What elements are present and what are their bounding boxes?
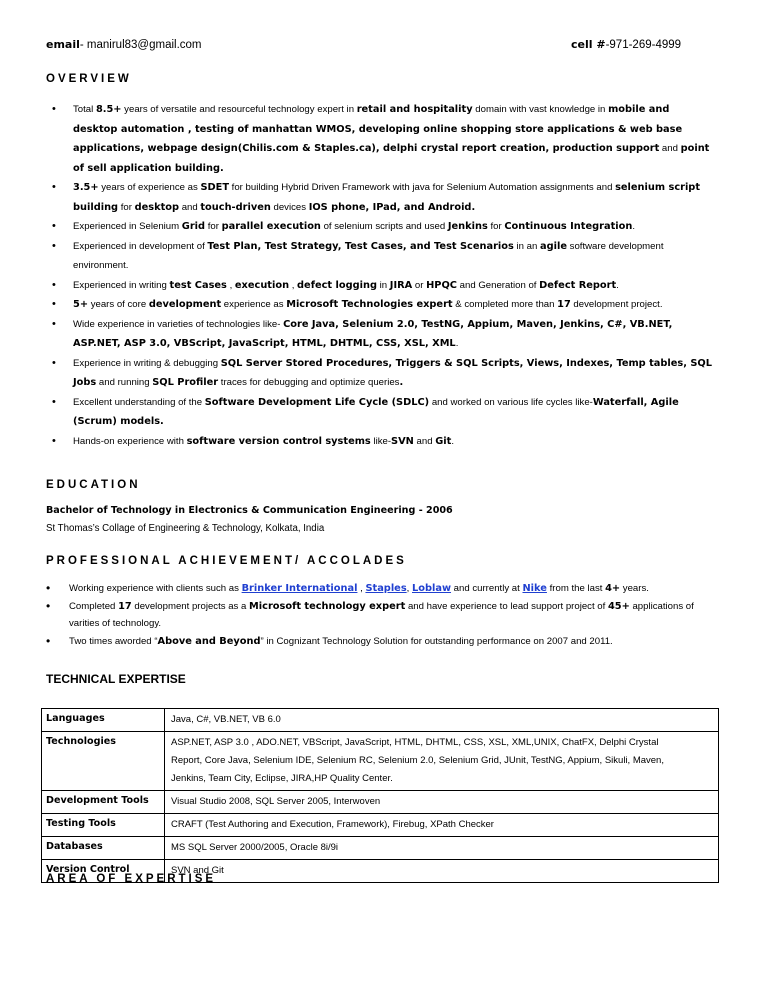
text-run: Experienced in Selenium bbox=[73, 221, 182, 232]
row-value bbox=[165, 791, 719, 814]
achievement-item bbox=[46, 598, 716, 633]
email-label: email bbox=[46, 38, 80, 51]
row-value-line: SVN and Git bbox=[171, 865, 224, 876]
bold-text: mobile and desktop automation , testing of manhattan WMOS, developing online shopping store applications & web base applications, webpage design(Chilis.com & Staples.ca), delphi crystal report creation, production support bbox=[73, 104, 683, 154]
row-label: Development Tools bbox=[42, 791, 165, 814]
bold-text: Software Development Life Cycle (SDLC) bbox=[204, 396, 430, 408]
text-run: Two times aworded “ bbox=[69, 635, 158, 647]
achievement-item bbox=[46, 580, 716, 598]
bold-text: selenium script building bbox=[73, 182, 701, 213]
bold-text: development bbox=[148, 299, 222, 310]
table-row bbox=[42, 837, 719, 860]
text-run: in bbox=[376, 279, 390, 291]
bold-text: Test Plan, Test Strategy, Test Cases, and Test Scenarios bbox=[207, 240, 514, 252]
text-run: Experienced in development of bbox=[73, 240, 208, 252]
text-run: domain with vast knowledge in bbox=[472, 104, 609, 115]
text-run: devices bbox=[270, 201, 309, 213]
client-link[interactable]: Loblaw bbox=[412, 583, 452, 594]
table-row bbox=[42, 709, 719, 732]
bold-text: IOS phone, IPad, and Android. bbox=[308, 201, 476, 213]
text-run: . bbox=[455, 338, 459, 349]
bold-text: SVN bbox=[391, 435, 414, 447]
text-run: Total bbox=[73, 104, 96, 115]
bold-text: Waterfall, Agile (Scrum) models. bbox=[73, 396, 679, 427]
text-run: software development environment. bbox=[73, 240, 664, 271]
row-value bbox=[165, 732, 719, 791]
overview-list bbox=[46, 100, 716, 451]
text-run: Hands-on experience with bbox=[73, 435, 187, 447]
text-run: for bbox=[118, 201, 135, 213]
row-value-line: Jenkins, Team City, Eclipse, JIRA,HP Quality Center. bbox=[171, 773, 393, 784]
text-run: Experience in writing & debugging bbox=[73, 357, 221, 369]
bold-text: retail and hospitality bbox=[356, 104, 473, 115]
bold-text: agile bbox=[539, 240, 567, 252]
text-run: and Generation of bbox=[457, 279, 540, 291]
overview-heading: OVERVIEW bbox=[46, 73, 132, 85]
text-run: years. bbox=[620, 583, 649, 594]
bold-text: point of sell application building. bbox=[73, 143, 710, 174]
bold-text: parallel execution bbox=[221, 221, 321, 232]
text-run: for bbox=[487, 221, 505, 232]
row-value bbox=[165, 837, 719, 860]
bold-text: Jenkins bbox=[447, 221, 488, 232]
bold-text: Above and Beyond bbox=[157, 635, 261, 647]
text-run: from the last bbox=[546, 583, 606, 594]
cell-value: -971-269-4999 bbox=[605, 39, 682, 51]
text-run: traces for debugging and optimize queries bbox=[218, 377, 400, 388]
text-run: Experienced in writing bbox=[73, 279, 170, 291]
achievements-heading: PROFESSIONAL ACHIEVEMENT/ ACCOLADES bbox=[46, 555, 407, 567]
cell-label: cell # bbox=[571, 38, 606, 51]
table-row bbox=[42, 814, 719, 837]
overview-item bbox=[46, 354, 716, 393]
technical-heading: TECHNICAL EXPERTISE bbox=[46, 672, 186, 686]
bold-text: 5+ bbox=[73, 299, 89, 310]
email-line bbox=[46, 38, 202, 51]
text-run: in an bbox=[513, 240, 540, 252]
text-run: development projects as a bbox=[131, 600, 250, 612]
text-run: or bbox=[412, 279, 427, 291]
bold-text: SDET bbox=[200, 182, 230, 193]
achievement-item bbox=[46, 633, 716, 651]
bold-text: Defect Report bbox=[539, 279, 617, 291]
education-heading: EDUCATION bbox=[46, 479, 141, 491]
text-run: like- bbox=[370, 435, 392, 447]
text-run: . bbox=[632, 221, 635, 232]
achievements-list bbox=[46, 580, 716, 650]
email-value: - manirul83@gmail.com bbox=[79, 39, 202, 51]
row-value-line: Report, Core Java, Selenium IDE, Selenium RC, Selenium 2.0, Selenium Grid, JUnit, TestNG, Appium, Sikuli, Maven, bbox=[171, 755, 664, 766]
bold-text: Microsoft Technologies expert bbox=[286, 299, 453, 310]
row-value-line: Visual Studio 2008, SQL Server 2005, Interwoven bbox=[171, 796, 381, 807]
overview-item bbox=[46, 393, 716, 432]
bold-text: touch-driven bbox=[200, 201, 271, 213]
overview-item bbox=[46, 315, 716, 354]
bold-text: Continuous Integration bbox=[504, 221, 633, 232]
text-run: ” in Cognizant Technology Solution for outstanding performance on 2007 and 2011. bbox=[260, 635, 613, 647]
text-run: and bbox=[413, 435, 436, 447]
bold-text: 4+ bbox=[605, 583, 621, 594]
area-heading: AREA OF EXPERTISE bbox=[46, 873, 217, 885]
text-run: . bbox=[451, 435, 454, 447]
bold-text: 3.5+ bbox=[73, 182, 99, 193]
bold-text: 17 bbox=[557, 299, 571, 310]
client-link[interactable]: Staples bbox=[365, 583, 407, 594]
overview-item bbox=[46, 295, 716, 315]
text-run: Completed bbox=[69, 600, 119, 612]
row-value-line: CRAFT (Test Authoring and Execution, Framework), Firebug, XPath Checker bbox=[171, 819, 494, 830]
text-run: and bbox=[179, 201, 201, 213]
table-row bbox=[42, 732, 719, 791]
text-run: and have experience to lead support project of bbox=[405, 600, 608, 612]
bold-text: Grid bbox=[181, 221, 206, 232]
bold-text: test Cases bbox=[169, 279, 227, 291]
overview-item bbox=[46, 432, 716, 452]
bold-text: 17 bbox=[118, 600, 132, 612]
bold-text: JIRA bbox=[389, 279, 413, 291]
bold-text: Core Java, Selenium 2.0, TestNG, Appium, Maven, Jenkins, C#, VB.NET, ASP.NET, ASP 3.0, VBScript, JavaScript, HTML, DHTML, CSS, XSL, XML bbox=[73, 318, 673, 349]
bold-text: HPQC bbox=[426, 279, 457, 291]
bold-text: desktop bbox=[134, 201, 180, 213]
row-value-line: Java, C#, VB.NET, VB 6.0 bbox=[171, 714, 281, 725]
text-run: Wide experience in varieties of technologies like- bbox=[73, 318, 284, 330]
education-degree: Bachelor of Technology in Electronics & Communication Engineering - 2006 bbox=[46, 505, 453, 516]
overview-item bbox=[46, 237, 716, 276]
text-run: and worked on various life cycles like- bbox=[429, 396, 593, 408]
row-label: Version Control bbox=[42, 860, 165, 883]
bold-text: software version control systems bbox=[186, 435, 371, 447]
row-value-line: MS SQL Server 2000/2005, Oracle 8i/9i bbox=[171, 842, 339, 853]
text-run: and running bbox=[96, 377, 153, 388]
client-link[interactable]: Nike bbox=[522, 583, 547, 594]
text-run: and bbox=[659, 143, 681, 154]
row-value-line: ASP.NET, ASP 3.0 , ADO.NET, VBScript, JavaScript, HTML, DHTML, CSS, XSL, XML,UNIX, ChatFX, Delphi Crystal bbox=[171, 737, 659, 748]
bold-text: SQL Profiler bbox=[152, 377, 219, 388]
text-run: , bbox=[357, 583, 366, 594]
text-run: applications of varities of technology. bbox=[69, 600, 694, 629]
bold-text: 45+ bbox=[607, 600, 630, 612]
text-run: experience as bbox=[221, 299, 287, 310]
client-link[interactable]: Brinker International bbox=[241, 583, 358, 594]
row-label: Testing Tools bbox=[42, 814, 165, 837]
row-value bbox=[165, 709, 719, 732]
row-label: Databases bbox=[42, 837, 165, 860]
row-label: Languages bbox=[42, 709, 165, 732]
text-run: , bbox=[289, 279, 298, 291]
text-run: years of core bbox=[88, 299, 149, 310]
text-run: development project. bbox=[570, 299, 663, 310]
bold-text: SQL Server Stored Procedures, Triggers & SQL Scripts, Views, Indexes, Temp tables, SQL Jobs bbox=[73, 357, 712, 388]
bold-text: execution bbox=[234, 279, 290, 291]
text-run: . bbox=[616, 279, 619, 291]
row-value bbox=[165, 860, 719, 883]
text-run: years of versatile and resourceful technology expert in bbox=[121, 104, 357, 115]
cell-line bbox=[571, 38, 681, 51]
overview-item bbox=[46, 178, 716, 217]
text-run: for building Hybrid Driven Framework with java for Selenium Automation assignments and bbox=[229, 182, 616, 193]
row-label: Technologies bbox=[42, 732, 165, 791]
technical-table bbox=[41, 708, 719, 883]
text-run: of selenium scripts and used bbox=[320, 221, 448, 232]
overview-item bbox=[46, 276, 716, 296]
text-run: , bbox=[226, 279, 235, 291]
text-run: & completed more than bbox=[452, 299, 558, 310]
bold-text: Microsoft technology expert bbox=[249, 600, 406, 612]
text-run: for bbox=[205, 221, 222, 232]
bold-text: . bbox=[399, 377, 404, 388]
text-run: and currently at bbox=[451, 583, 523, 594]
bold-text: defect logging bbox=[297, 279, 377, 291]
overview-item bbox=[46, 100, 716, 178]
table-row bbox=[42, 791, 719, 814]
text-run: Working experience with clients such as bbox=[69, 583, 242, 594]
text-run: , bbox=[406, 583, 412, 594]
row-value bbox=[165, 814, 719, 837]
overview-item bbox=[46, 217, 716, 237]
bold-text: 8.5+ bbox=[95, 104, 122, 115]
text-run: Excellent understanding of the bbox=[73, 396, 205, 408]
education-college: St Thomas’s Collage of Engineering & Technology, Kolkata, India bbox=[46, 523, 325, 534]
text-run: years of experience as bbox=[98, 182, 201, 193]
bold-text: Git bbox=[435, 435, 452, 447]
